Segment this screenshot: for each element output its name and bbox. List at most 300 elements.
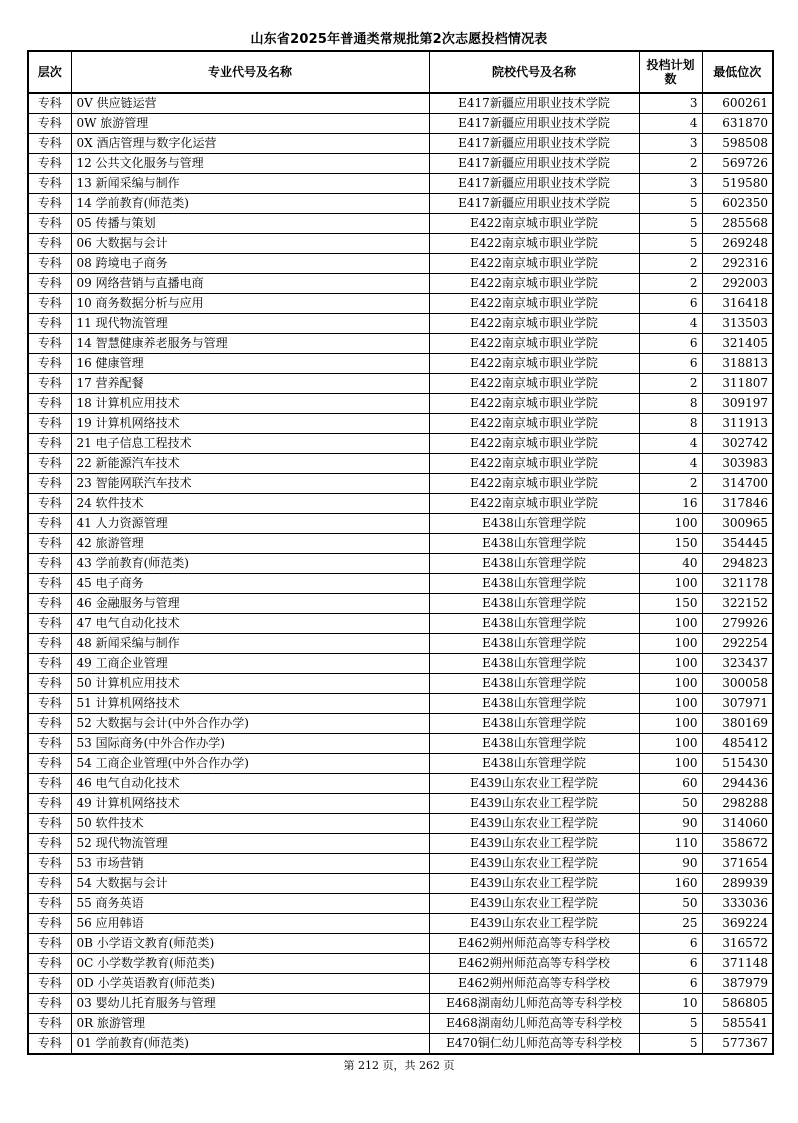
cell-min-rank: 600261 [702, 93, 773, 114]
cell-school: E439山东农业工程学院 [429, 914, 639, 934]
cell-plan: 50 [639, 794, 702, 814]
cell-min-rank: 314060 [702, 814, 773, 834]
cell-plan: 100 [639, 614, 702, 634]
header-major: 专业代号及名称 [71, 51, 429, 93]
header-plan [639, 51, 702, 93]
cell-major: 18 计算机应用技术 [71, 394, 429, 414]
cell-school: E417新疆应用职业技术学院 [429, 93, 639, 114]
cell-level: 专科 [28, 914, 71, 934]
cell-level: 专科 [28, 714, 71, 734]
cell-major: 0B 小学语文教育(师范类) [71, 934, 429, 954]
cell-school: E422南京城市职业学院 [429, 294, 639, 314]
cell-min-rank: 294823 [702, 554, 773, 574]
cell-plan: 100 [639, 674, 702, 694]
cell-level: 专科 [28, 134, 71, 154]
cell-major: 05 传播与策划 [71, 214, 429, 234]
header-plan-line1: 投档计划 [646, 58, 695, 72]
cell-school: E439山东农业工程学院 [429, 894, 639, 914]
cell-level: 专科 [28, 1014, 71, 1034]
cell-major: 13 新闻采编与制作 [71, 174, 429, 194]
cell-level: 专科 [28, 894, 71, 914]
cell-major: 41 人力资源管理 [71, 514, 429, 534]
header-school: 院校代号及名称 [429, 51, 639, 93]
cell-major: 46 金融服务与管理 [71, 594, 429, 614]
cell-school: E438山东管理学院 [429, 534, 639, 554]
table-row [28, 514, 773, 534]
cell-school: E468湖南幼儿师范高等专科学校 [429, 994, 639, 1014]
cell-plan: 6 [639, 974, 702, 994]
cell-school: E438山东管理学院 [429, 734, 639, 754]
cell-min-rank: 292003 [702, 274, 773, 294]
cell-school: E438山东管理学院 [429, 594, 639, 614]
cell-plan: 90 [639, 854, 702, 874]
table-row [28, 674, 773, 694]
cell-min-rank: 515430 [702, 754, 773, 774]
cell-major: 01 学前教育(师范类) [71, 1034, 429, 1055]
cell-plan: 3 [639, 134, 702, 154]
cell-level: 专科 [28, 614, 71, 634]
table-row [28, 394, 773, 414]
table-row [28, 414, 773, 434]
cell-level: 专科 [28, 394, 71, 414]
cell-major: 0X 酒店管理与数字化运营 [71, 134, 429, 154]
cell-school: E417新疆应用职业技术学院 [429, 134, 639, 154]
header-level: 层次 [28, 51, 71, 93]
cell-school: E422南京城市职业学院 [429, 494, 639, 514]
cell-plan: 60 [639, 774, 702, 794]
cell-plan: 5 [639, 214, 702, 234]
cell-school: E417新疆应用职业技术学院 [429, 174, 639, 194]
table-row [28, 154, 773, 174]
table-row [28, 654, 773, 674]
cell-level: 专科 [28, 574, 71, 594]
cell-level: 专科 [28, 854, 71, 874]
cell-school: E422南京城市职业学院 [429, 314, 639, 334]
cell-plan: 16 [639, 494, 702, 514]
table-row [28, 114, 773, 134]
cell-major: 0R 旅游管理 [71, 1014, 429, 1034]
table-row [28, 374, 773, 394]
cell-level: 专科 [28, 494, 71, 514]
cell-school: E438山东管理学院 [429, 694, 639, 714]
table-row [28, 254, 773, 274]
cell-plan: 100 [639, 754, 702, 774]
cell-level: 专科 [28, 594, 71, 614]
table-row [28, 474, 773, 494]
cell-level: 专科 [28, 814, 71, 834]
cell-level: 专科 [28, 774, 71, 794]
cell-major: 03 婴幼儿托育服务与管理 [71, 994, 429, 1014]
cell-level: 专科 [28, 93, 71, 114]
cell-school: E422南京城市职业学院 [429, 274, 639, 294]
cell-school: E422南京城市职业学院 [429, 214, 639, 234]
cell-major: 45 电子商务 [71, 574, 429, 594]
table-row [28, 194, 773, 214]
cell-plan: 3 [639, 93, 702, 114]
cell-min-rank: 369224 [702, 914, 773, 934]
cell-level: 专科 [28, 974, 71, 994]
cell-plan: 90 [639, 814, 702, 834]
table-row [28, 894, 773, 914]
table-header [28, 51, 773, 93]
table-row [28, 174, 773, 194]
cell-plan: 6 [639, 934, 702, 954]
cell-school: E422南京城市职业学院 [429, 414, 639, 434]
cell-min-rank: 292254 [702, 634, 773, 654]
cell-level: 专科 [28, 414, 71, 434]
cell-major: 06 大数据与会计 [71, 234, 429, 254]
table-row [28, 1014, 773, 1034]
cell-plan: 150 [639, 534, 702, 554]
cell-plan: 100 [639, 654, 702, 674]
cell-min-rank: 358672 [702, 834, 773, 854]
cell-min-rank: 300965 [702, 514, 773, 534]
cell-school: E422南京城市职业学院 [429, 474, 639, 494]
cell-min-rank: 300058 [702, 674, 773, 694]
table-row [28, 954, 773, 974]
cell-level: 专科 [28, 194, 71, 214]
cell-min-rank: 321178 [702, 574, 773, 594]
cell-school: E439山东农业工程学院 [429, 854, 639, 874]
table-row [28, 234, 773, 254]
cell-plan: 2 [639, 254, 702, 274]
cell-level: 专科 [28, 114, 71, 134]
cell-major: 23 智能网联汽车技术 [71, 474, 429, 494]
table-row [28, 934, 773, 954]
table-row [28, 434, 773, 454]
cell-plan: 6 [639, 294, 702, 314]
cell-level: 专科 [28, 1034, 71, 1055]
cell-min-rank: 309197 [702, 394, 773, 414]
cell-major: 53 市场营销 [71, 854, 429, 874]
cell-plan: 4 [639, 454, 702, 474]
cell-min-rank: 285568 [702, 214, 773, 234]
cell-major: 14 学前教育(师范类) [71, 194, 429, 214]
cell-school: E417新疆应用职业技术学院 [429, 154, 639, 174]
table-row [28, 854, 773, 874]
cell-major: 0V 供应链运营 [71, 93, 429, 114]
table-row [28, 914, 773, 934]
cell-plan: 4 [639, 434, 702, 454]
cell-min-rank: 269248 [702, 234, 773, 254]
cell-min-rank: 321405 [702, 334, 773, 354]
cell-min-rank: 314700 [702, 474, 773, 494]
cell-level: 专科 [28, 994, 71, 1014]
cell-level: 专科 [28, 314, 71, 334]
table-body [28, 93, 773, 1054]
cell-min-rank: 598508 [702, 134, 773, 154]
cell-min-rank: 318813 [702, 354, 773, 374]
cell-min-rank: 519580 [702, 174, 773, 194]
cell-plan: 5 [639, 194, 702, 214]
cell-school: E422南京城市职业学院 [429, 394, 639, 414]
cell-school: E422南京城市职业学院 [429, 374, 639, 394]
cell-min-rank: 371654 [702, 854, 773, 874]
cell-school: E439山东农业工程学院 [429, 834, 639, 854]
cell-level: 专科 [28, 754, 71, 774]
cell-major: 52 现代物流管理 [71, 834, 429, 854]
cell-level: 专科 [28, 834, 71, 854]
cell-level: 专科 [28, 954, 71, 974]
table-row [28, 554, 773, 574]
cell-school: E468湖南幼儿师范高等专科学校 [429, 1014, 639, 1034]
cell-major: 49 工商企业管理 [71, 654, 429, 674]
table-row [28, 974, 773, 994]
cell-level: 专科 [28, 154, 71, 174]
cell-level: 专科 [28, 794, 71, 814]
cell-min-rank: 298288 [702, 794, 773, 814]
cell-school: E438山东管理学院 [429, 514, 639, 534]
cell-plan: 110 [639, 834, 702, 854]
table-row [28, 634, 773, 654]
cell-level: 专科 [28, 234, 71, 254]
cell-school: E422南京城市职业学院 [429, 234, 639, 254]
cell-level: 专科 [28, 694, 71, 714]
table-row [28, 1034, 773, 1055]
cell-major: 49 计算机网络技术 [71, 794, 429, 814]
cell-school: E439山东农业工程学院 [429, 774, 639, 794]
cell-level: 专科 [28, 734, 71, 754]
cell-plan: 100 [639, 734, 702, 754]
cell-school: E438山东管理学院 [429, 714, 639, 734]
cell-major: 51 计算机网络技术 [71, 694, 429, 714]
cell-school: E439山东农业工程学院 [429, 794, 639, 814]
cell-min-rank: 380169 [702, 714, 773, 734]
table-row [28, 614, 773, 634]
cell-plan: 6 [639, 334, 702, 354]
cell-min-rank: 307971 [702, 694, 773, 714]
cell-major: 46 电气自动化技术 [71, 774, 429, 794]
cell-level: 专科 [28, 214, 71, 234]
table-row [28, 354, 773, 374]
cell-major: 19 计算机网络技术 [71, 414, 429, 434]
cell-major: 0C 小学数学教育(师范类) [71, 954, 429, 974]
table-row [28, 314, 773, 334]
cell-major: 09 网络营销与直播电商 [71, 274, 429, 294]
cell-plan: 100 [639, 694, 702, 714]
cell-major: 48 新闻采编与制作 [71, 634, 429, 654]
table-row [28, 534, 773, 554]
cell-min-rank: 311807 [702, 374, 773, 394]
cell-min-rank: 279926 [702, 614, 773, 634]
cell-min-rank: 631870 [702, 114, 773, 134]
cell-school: E422南京城市职业学院 [429, 434, 639, 454]
cell-major: 47 电气自动化技术 [71, 614, 429, 634]
cell-plan: 40 [639, 554, 702, 574]
cell-min-rank: 322152 [702, 594, 773, 614]
cell-plan: 100 [639, 634, 702, 654]
cell-min-rank: 303983 [702, 454, 773, 474]
cell-plan: 2 [639, 374, 702, 394]
cell-major: 08 跨境电子商务 [71, 254, 429, 274]
cell-major: 42 旅游管理 [71, 534, 429, 554]
cell-major: 21 电子信息工程技术 [71, 434, 429, 454]
cell-level: 专科 [28, 374, 71, 394]
cell-major: 24 软件技术 [71, 494, 429, 514]
cell-school: E422南京城市职业学院 [429, 254, 639, 274]
cell-level: 专科 [28, 174, 71, 194]
cell-major: 14 智慧健康养老服务与管理 [71, 334, 429, 354]
cell-school: E422南京城市职业学院 [429, 334, 639, 354]
cell-major: 12 公共文化服务与管理 [71, 154, 429, 174]
cell-level: 专科 [28, 654, 71, 674]
cell-plan: 100 [639, 714, 702, 734]
cell-major: 50 软件技术 [71, 814, 429, 834]
cell-major: 0D 小学英语教育(师范类) [71, 974, 429, 994]
cell-min-rank: 333036 [702, 894, 773, 914]
cell-level: 专科 [28, 474, 71, 494]
cell-level: 专科 [28, 434, 71, 454]
cell-major: 17 营养配餐 [71, 374, 429, 394]
table-row [28, 834, 773, 854]
cell-school: E439山东农业工程学院 [429, 874, 639, 894]
table-row [28, 93, 773, 114]
cell-plan: 160 [639, 874, 702, 894]
cell-min-rank: 311913 [702, 414, 773, 434]
cell-min-rank: 371148 [702, 954, 773, 974]
cell-min-rank: 569726 [702, 154, 773, 174]
cell-school: E438山东管理学院 [429, 674, 639, 694]
cell-level: 专科 [28, 874, 71, 894]
table-row [28, 334, 773, 354]
table-row [28, 694, 773, 714]
cell-plan: 8 [639, 414, 702, 434]
cell-level: 专科 [28, 534, 71, 554]
table-row [28, 814, 773, 834]
cell-major: 43 学前教育(师范类) [71, 554, 429, 574]
cell-plan: 100 [639, 514, 702, 534]
cell-school: E422南京城市职业学院 [429, 454, 639, 474]
cell-level: 专科 [28, 454, 71, 474]
cell-school: E422南京城市职业学院 [429, 354, 639, 374]
cell-school: E438山东管理学院 [429, 574, 639, 594]
cell-major: 50 计算机应用技术 [71, 674, 429, 694]
cell-plan: 150 [639, 594, 702, 614]
cell-plan: 100 [639, 574, 702, 594]
header-min-rank: 最低位次 [702, 51, 773, 93]
cell-min-rank: 602350 [702, 194, 773, 214]
cell-level: 专科 [28, 514, 71, 534]
cell-level: 专科 [28, 254, 71, 274]
cell-min-rank: 354445 [702, 534, 773, 554]
cell-school: E438山东管理学院 [429, 634, 639, 654]
cell-level: 专科 [28, 634, 71, 654]
table-row [28, 754, 773, 774]
cell-school: E462朔州师范高等专科学校 [429, 954, 639, 974]
cell-major: 55 商务英语 [71, 894, 429, 914]
cell-major: 52 大数据与会计(中外合作办学) [71, 714, 429, 734]
cell-level: 专科 [28, 334, 71, 354]
cell-major: 54 大数据与会计 [71, 874, 429, 894]
cell-major: 10 商务数据分析与应用 [71, 294, 429, 314]
cell-plan: 2 [639, 154, 702, 174]
cell-min-rank: 292316 [702, 254, 773, 274]
cell-plan: 2 [639, 274, 702, 294]
cell-plan: 5 [639, 234, 702, 254]
page-footer: 第 212 页，共 262 页 [343, 1059, 455, 1072]
cell-min-rank: 317846 [702, 494, 773, 514]
table-row [28, 214, 773, 234]
cell-min-rank: 577367 [702, 1034, 773, 1055]
admission-table [27, 50, 774, 1055]
table-row [28, 874, 773, 894]
cell-min-rank: 387979 [702, 974, 773, 994]
cell-level: 专科 [28, 934, 71, 954]
cell-plan: 3 [639, 174, 702, 194]
cell-major: 0W 旅游管理 [71, 114, 429, 134]
cell-plan: 5 [639, 1034, 702, 1055]
table-row [28, 134, 773, 154]
cell-level: 专科 [28, 354, 71, 374]
table-row [28, 454, 773, 474]
cell-school: E462朔州师范高等专科学校 [429, 974, 639, 994]
cell-school: E417新疆应用职业技术学院 [429, 194, 639, 214]
table-row [28, 294, 773, 314]
cell-major: 54 工商企业管理(中外合作办学) [71, 754, 429, 774]
table-row [28, 734, 773, 754]
cell-min-rank: 485412 [702, 734, 773, 754]
cell-school: E438山东管理学院 [429, 614, 639, 634]
cell-school: E438山东管理学院 [429, 754, 639, 774]
cell-major: 56 应用韩语 [71, 914, 429, 934]
table-row [28, 494, 773, 514]
cell-min-rank: 316418 [702, 294, 773, 314]
cell-level: 专科 [28, 674, 71, 694]
cell-school: E462朔州师范高等专科学校 [429, 934, 639, 954]
cell-major: 22 新能源汽车技术 [71, 454, 429, 474]
cell-school: E470铜仁幼儿师范高等专科学校 [429, 1034, 639, 1055]
cell-school: E438山东管理学院 [429, 554, 639, 574]
cell-plan: 6 [639, 354, 702, 374]
cell-school: E417新疆应用职业技术学院 [429, 114, 639, 134]
cell-school: E439山东农业工程学院 [429, 814, 639, 834]
cell-level: 专科 [28, 294, 71, 314]
cell-min-rank: 323437 [702, 654, 773, 674]
table-row [28, 794, 773, 814]
cell-plan: 10 [639, 994, 702, 1014]
cell-plan: 8 [639, 394, 702, 414]
table-row [28, 994, 773, 1014]
cell-plan: 5 [639, 1014, 702, 1034]
cell-plan: 4 [639, 114, 702, 134]
table-row [28, 594, 773, 614]
table-row [28, 274, 773, 294]
cell-level: 专科 [28, 274, 71, 294]
cell-min-rank: 294436 [702, 774, 773, 794]
cell-major: 16 健康管理 [71, 354, 429, 374]
table-row [28, 774, 773, 794]
cell-plan: 25 [639, 914, 702, 934]
document-title: 山东省2025年普通类常规批第2次志愿投档情况表 [250, 32, 548, 47]
table-row [28, 574, 773, 594]
cell-plan: 50 [639, 894, 702, 914]
header-plan-line2: 数 [664, 72, 677, 86]
cell-school: E438山东管理学院 [429, 654, 639, 674]
cell-min-rank: 316572 [702, 934, 773, 954]
cell-level: 专科 [28, 554, 71, 574]
cell-plan: 2 [639, 474, 702, 494]
table-row [28, 714, 773, 734]
cell-major: 53 国际商务(中外合作办学) [71, 734, 429, 754]
cell-plan: 6 [639, 954, 702, 974]
cell-min-rank: 586805 [702, 994, 773, 1014]
cell-major: 11 现代物流管理 [71, 314, 429, 334]
cell-min-rank: 585541 [702, 1014, 773, 1034]
cell-min-rank: 302742 [702, 434, 773, 454]
cell-plan: 4 [639, 314, 702, 334]
cell-min-rank: 289939 [702, 874, 773, 894]
cell-min-rank: 313503 [702, 314, 773, 334]
